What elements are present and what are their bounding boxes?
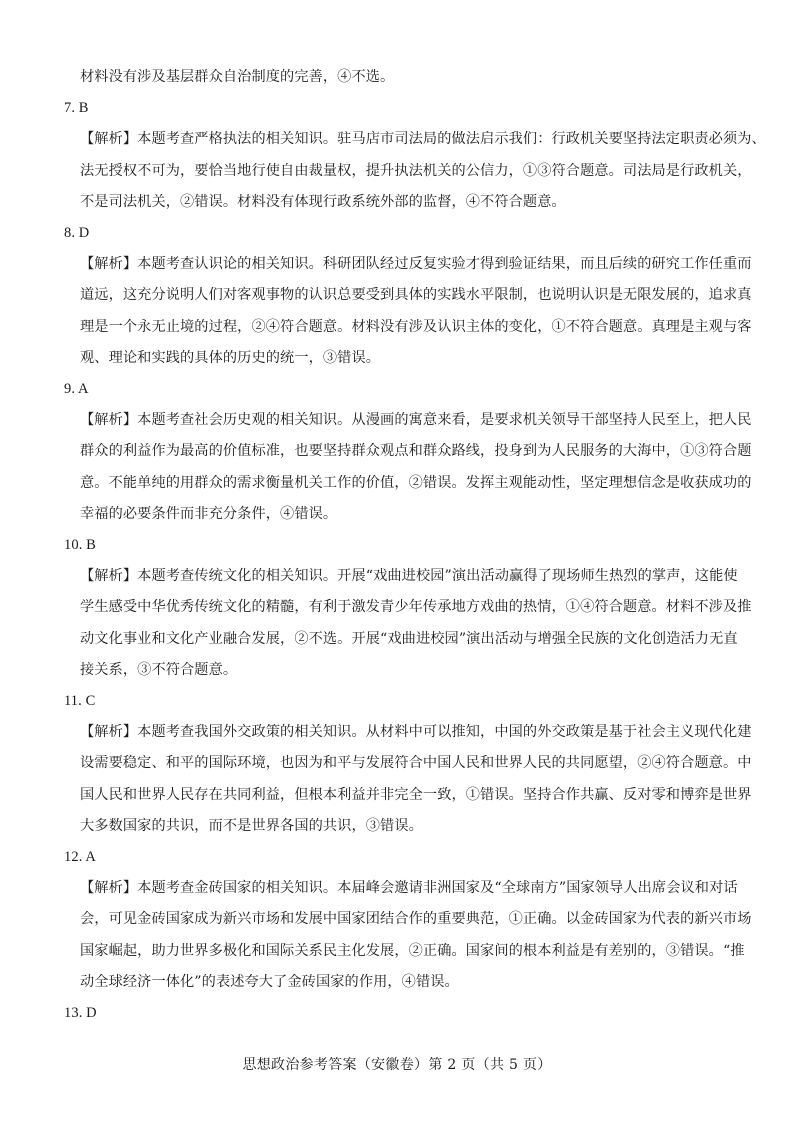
- explanation-line: 【解析】本题考查金砖国家的相关知识。本届峰会邀请非洲国家及“全球南方”国家领导人出席会议和对话: [80, 880, 738, 897]
- explanation-line: 观、理论和实践的具体的历史的统一，③错误。: [80, 349, 381, 366]
- question-number: 8. D: [64, 225, 90, 242]
- question-list: [64, 93, 766, 1029]
- explanation-line: 接关系，③不符合题意。: [80, 661, 238, 678]
- explanation-line: 道远，这充分说明人们对客观事物的认识总要受到具体的实践水平限制，也说明认识是无限发展的，追求真: [80, 287, 752, 304]
- answer-body: [64, 62, 766, 1029]
- explanation-line: 大多数国家的共识，而不是世界各国的共识，③错误。: [80, 817, 423, 834]
- explanation-line: 理是一个永无止境的过程，②④符合题意。材料没有涉及认识主体的变化，①不符合题意。真理是主观与客: [80, 318, 752, 335]
- explanation-line: 群众的利益作为最高的价值标准，也要坚持群众观点和群众路线，投身到为人民服务的大海中，①③符合题: [80, 443, 752, 460]
- explanation-line: 【解析】本题考查社会历史观的相关知识。从漫画的寓意来看，是要求机关领导干部坚持人民至上，把人民: [80, 412, 752, 429]
- explanation-line: 不是司法机关，②错误。材料没有体现行政系统外部的监督，④不符合题意。: [80, 193, 566, 210]
- explanation-line: 动全球经济一体化”的表述夸大了金砖国家的作用，④错误。: [80, 973, 459, 990]
- question-number: 7. B: [64, 100, 89, 117]
- question-number: 12. A: [64, 849, 96, 866]
- explanation-line: 【解析】本题考查我国外交政策的相关知识。从材料中可以推知，中国的外交政策是基于社会主义现代化建: [80, 724, 752, 741]
- explanation-line: 幸福的必要条件而非充分条件，④错误。: [80, 505, 338, 522]
- explanation-line: 意。不能单纯的用群众的需求衡量机关工作的价值，②错误。发挥主观能动性，坚定理想信念是收获成功的: [80, 474, 752, 491]
- question-number: 13. D: [64, 1005, 97, 1022]
- explanation-line: 法无授权不可为，要恰当地行使自由裁量权，提升执法机关的公信力，①③符合题意。司法局是行政机关，: [80, 162, 752, 179]
- explanation-line: 【解析】本题考查传统文化的相关知识。开展“戏曲进校园”演出活动赢得了现场师生热烈的掌声，这能使: [80, 568, 738, 585]
- explanation-line: 【解析】本题考查严格执法的相关知识。驻马店市司法局的做法启示我们：行政机关要坚持法定职责必须为、: [80, 131, 766, 148]
- intro-line: 材料没有涉及基层群众自治制度的完善，④不选。: [80, 69, 395, 85]
- explanation-line: 国家崛起，助力世界多极化和国际关系民主化发展，②正确。国家间的根本利益是有差别的，③错误。“推: [80, 942, 745, 959]
- explanation-line: 【解析】本题考查认识论的相关知识。科研团队经过反复实验才得到验证结果，而且后续的研究工作任重而: [80, 256, 752, 273]
- explanation-line: 会，可见金砖国家成为新兴市场和发展中国家团结合作的重要典范，①正确。以金砖国家为代表的新兴市场: [80, 911, 752, 928]
- question-number: 11. C: [64, 693, 96, 710]
- page-footer: 思想政治参考答案（安徽卷）第 2 页（共 5 页）: [242, 1057, 552, 1073]
- question-number: 9. A: [64, 381, 89, 398]
- explanation-line: 学生感受中华优秀传统文化的精髓，有利于激发青少年传承地方戏曲的热情，①④符合题意。材料不涉及推: [80, 599, 752, 616]
- question-number: 10. B: [64, 537, 96, 554]
- explanation-line: 动文化事业和文化产业融合发展，②不选。开展“戏曲进校园”演出活动与增强全民族的文化创造活力无直: [80, 630, 738, 647]
- explanation-line: 国人民和世界人民存在共同利益，但根本利益并非完全一致，①错误。坚持合作共赢、反对零和博弈是世界: [80, 786, 752, 803]
- explanation-line: 设需要稳定、和平的国际环境，也因为和平与发展符合中国人民和世界人民的共同愿望，②④符合题意。中: [80, 755, 752, 772]
